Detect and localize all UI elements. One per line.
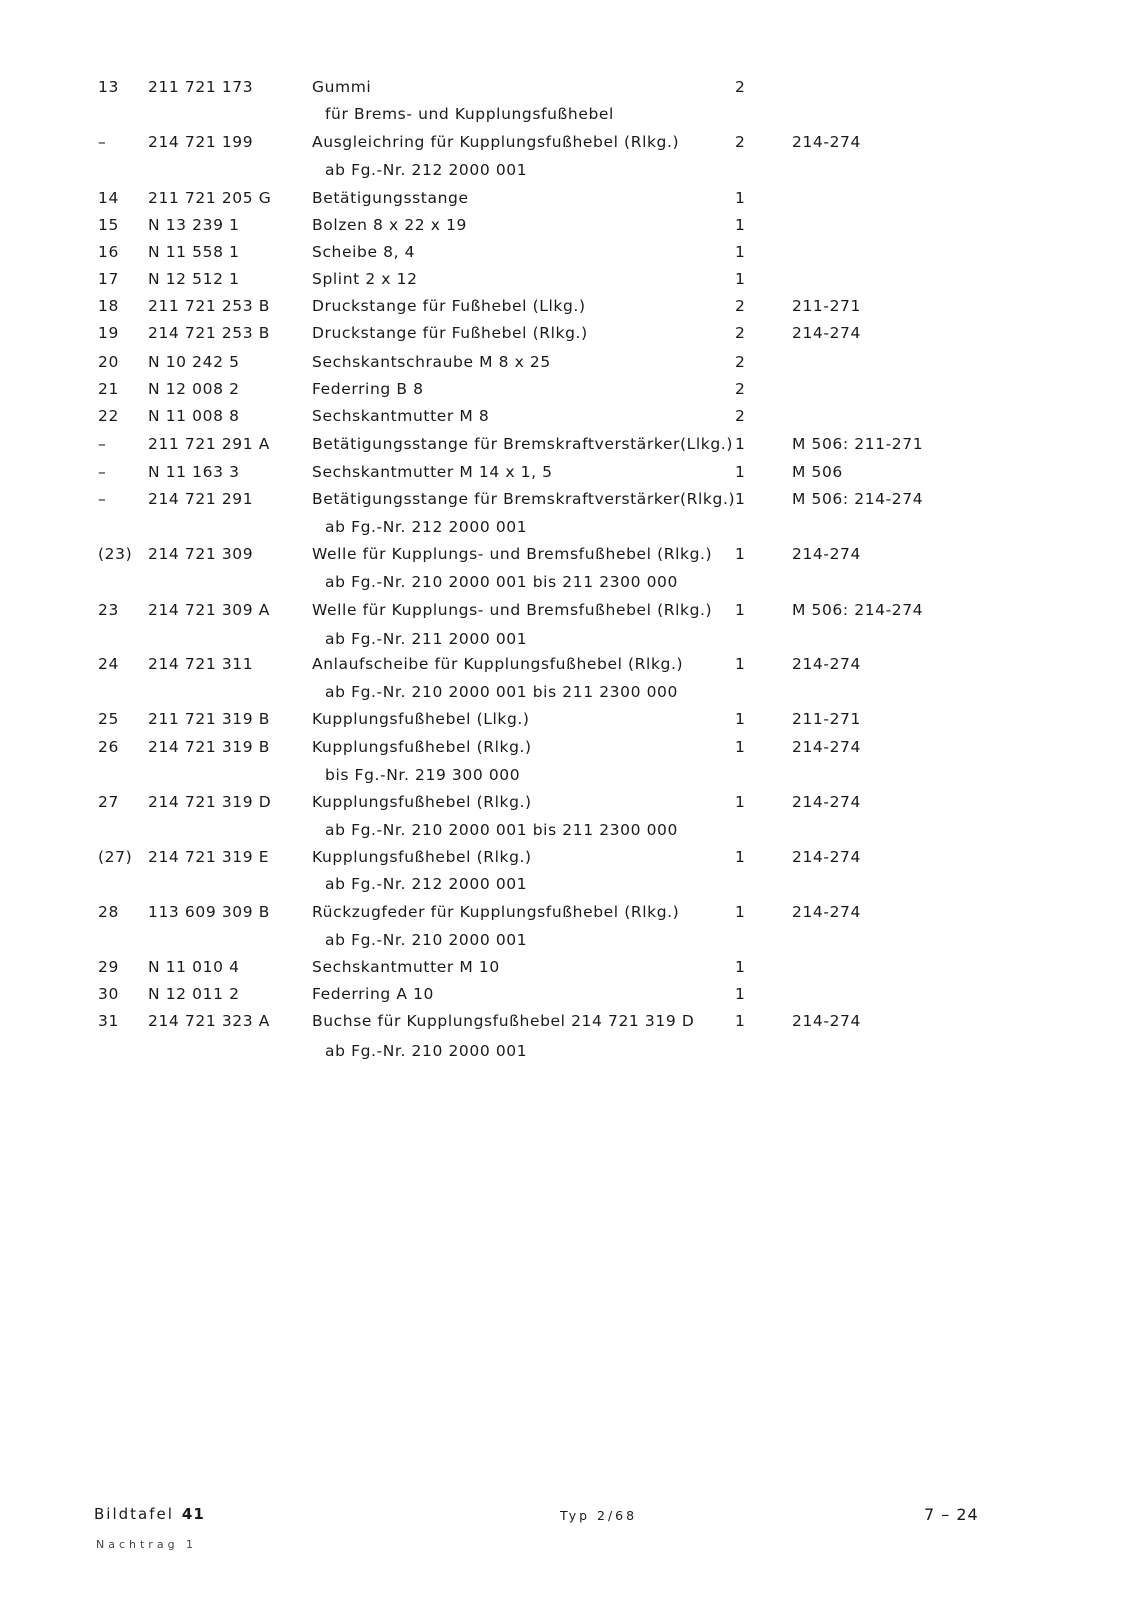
remark-cell: 214-274 [792,848,861,866]
part-number-cell: 214 721 309 A [148,601,270,619]
type-label: Typ 2/68 [560,1508,638,1523]
part-number-cell: 214 721 253 B [148,324,270,342]
description-subline: ab Fg.-Nr. 210 2000 001 bis 211 2300 000 [325,821,678,839]
quantity-cell: 2 [735,324,746,342]
description-cell: Welle für Kupplungs- und Bremsfußhebel (Rlkg.) [312,601,713,619]
remark-cell: 214-274 [792,793,861,811]
description-cell: Bolzen 8 x 22 x 19 [312,216,468,234]
table-row [0,432,1136,456]
part-number-cell: 211 721 253 B [148,297,270,315]
description-cell: Kupplungsfußhebel (Rlkg.) [312,738,532,756]
position-cell: 25 [98,710,119,728]
position-cell: 30 [98,985,119,1003]
description-subline: ab Fg.-Nr. 212 2000 001 [325,161,528,179]
table-row [0,598,1136,622]
quantity-cell: 1 [735,710,746,728]
quantity-cell: 1 [735,958,746,976]
remark-cell: 214-274 [792,133,861,151]
part-number-cell: N 12 008 2 [148,380,240,398]
description-subline: ab Fg.-Nr. 210 2000 001 [325,931,528,949]
position-cell: 14 [98,189,119,207]
remark-cell: 214-274 [792,545,861,563]
part-number-cell: 214 721 311 [148,655,254,673]
quantity-cell: 2 [735,353,746,371]
remark-cell: 211-271 [792,297,861,315]
description-cell: Federring B 8 [312,380,424,398]
table-row [0,845,1136,869]
position-cell: 31 [98,1012,119,1030]
quantity-cell: 1 [735,848,746,866]
description-subline: ab Fg.-Nr. 212 2000 001 [325,875,528,893]
part-number-cell: 211 721 173 [148,78,254,96]
part-number-cell: 214 721 319 E [148,848,270,866]
quantity-cell: 1 [735,1012,746,1030]
description-cell: Betätigungsstange [312,189,469,207]
table-row [0,955,1136,979]
description-cell: Druckstange für Fußhebel (Rlkg.) [312,324,588,342]
quantity-cell: 2 [735,297,746,315]
description-cell: Gummi [312,78,372,96]
description-cell: Federring A 10 [312,985,435,1003]
part-number-cell: 214 721 323 A [148,1012,270,1030]
table-row [0,790,1136,814]
table-row [0,321,1136,345]
description-cell: Buchse für Kupplungsfußhebel 214 721 319 D [312,1012,695,1030]
description-cell: Kupplungsfußhebel (Llkg.) [312,710,530,728]
table-row [0,377,1136,401]
remark-cell: 214-274 [792,738,861,756]
description-subline: ab Fg.-Nr. 210 2000 001 bis 211 2300 000 [325,573,678,591]
position-cell: (27) [98,848,133,866]
part-number-cell: 214 721 199 [148,133,254,151]
description-subline: ab Fg.-Nr. 212 2000 001 [325,518,528,536]
part-number-cell: N 13 239 1 [148,216,240,234]
description-cell: Betätigungsstange für Bremskraftverstärker(Llkg.) [312,435,733,453]
description-subline: für Brems- und Kupplungsfußhebel [325,105,614,123]
quantity-cell: 1 [735,216,746,234]
part-number-cell: 214 721 319 D [148,793,272,811]
part-number-cell: 211 721 291 A [148,435,270,453]
description-cell: Sechskantmutter M 10 [312,958,500,976]
table-row [0,75,1136,99]
table-row [0,404,1136,428]
page-number: 7 – 24 [924,1505,979,1524]
position-cell: 16 [98,243,119,261]
position-cell: 18 [98,297,119,315]
quantity-cell: 2 [735,380,746,398]
position-cell: – [98,133,107,151]
table-row [0,707,1136,731]
position-cell: 23 [98,601,119,619]
table-row [0,294,1136,318]
description-cell: Betätigungsstange für Bremskraftverstärker(Rlkg.) [312,490,736,508]
description-subline: bis Fg.-Nr. 219 300 000 [325,766,521,784]
remark-cell: M 506 [792,463,843,481]
remark-cell: M 506: 211-271 [792,435,924,453]
description-subline: ab Fg.-Nr. 210 2000 001 bis 211 2300 000 [325,683,678,701]
part-number-cell: 211 721 319 B [148,710,270,728]
table-row [0,350,1136,374]
position-cell: – [98,490,107,508]
quantity-cell: 1 [735,435,746,453]
position-cell: 24 [98,655,119,673]
description-cell: Sechskantmutter M 14 x 1, 5 [312,463,553,481]
table-row [0,1009,1136,1033]
table-row [0,240,1136,264]
quantity-cell: 1 [735,490,746,508]
description-cell: Ausgleichring für Kupplungsfußhebel (Rlkg.) [312,133,680,151]
position-cell: 15 [98,216,119,234]
part-number-cell: N 11 163 3 [148,463,240,481]
description-cell: Rückzugfeder für Kupplungsfußhebel (Rlkg.) [312,903,680,921]
quantity-cell: 1 [735,189,746,207]
description-subline: ab Fg.-Nr. 211 2000 001 [325,630,528,648]
position-cell: – [98,435,107,453]
remark-cell: 211-271 [792,710,861,728]
position-cell: 22 [98,407,119,425]
position-cell: – [98,463,107,481]
part-number-cell: N 10 242 5 [148,353,240,371]
supplement-note: Nachtrag 1 [96,1538,198,1551]
description-subline: ab Fg.-Nr. 210 2000 001 [325,1042,528,1060]
part-number-cell: 214 721 309 [148,545,254,563]
table-row [0,130,1136,154]
quantity-cell: 1 [735,738,746,756]
quantity-cell: 1 [735,545,746,563]
part-number-cell: N 12 512 1 [148,270,240,288]
table-row [0,460,1136,484]
position-cell: (23) [98,545,133,563]
description-cell: Kupplungsfußhebel (Rlkg.) [312,848,532,866]
plate-label [94,1505,205,1523]
plate-label-text: Bildtafel [94,1505,174,1523]
position-cell: 27 [98,793,119,811]
part-number-cell: N 11 008 8 [148,407,240,425]
position-cell: 21 [98,380,119,398]
table-row [0,542,1136,566]
quantity-cell: 1 [735,655,746,673]
position-cell: 13 [98,78,119,96]
part-number-cell: 214 721 319 B [148,738,270,756]
quantity-cell: 2 [735,78,746,96]
quantity-cell: 1 [735,985,746,1003]
position-cell: 29 [98,958,119,976]
table-row [0,652,1136,676]
description-cell: Sechskantmutter M 8 [312,407,490,425]
description-cell: Anlaufscheibe für Kupplungsfußhebel (Rlkg.) [312,655,684,673]
remark-cell: M 506: 214-274 [792,601,924,619]
quantity-cell: 1 [735,903,746,921]
table-row [0,487,1136,511]
part-number-cell: 211 721 205 G [148,189,272,207]
quantity-cell: 2 [735,407,746,425]
quantity-cell: 1 [735,463,746,481]
part-number-cell: 214 721 291 [148,490,254,508]
position-cell: 19 [98,324,119,342]
quantity-cell: 2 [735,133,746,151]
part-number-cell: N 11 010 4 [148,958,240,976]
table-row [0,186,1136,210]
part-number-cell: N 12 011 2 [148,985,240,1003]
description-cell: Sechskantschraube M 8 x 25 [312,353,551,371]
position-cell: 28 [98,903,119,921]
remark-cell: 214-274 [792,324,861,342]
position-cell: 17 [98,270,119,288]
quantity-cell: 1 [735,243,746,261]
quantity-cell: 1 [735,270,746,288]
position-cell: 26 [98,738,119,756]
remark-cell: 214-274 [792,903,861,921]
table-row [0,267,1136,291]
table-row [0,982,1136,1006]
part-number-cell: N 11 558 1 [148,243,240,261]
description-cell: Splint 2 x 12 [312,270,418,288]
remark-cell: 214-274 [792,655,861,673]
remark-cell: M 506: 214-274 [792,490,924,508]
table-row [0,213,1136,237]
quantity-cell: 1 [735,793,746,811]
table-row [0,735,1136,759]
part-number-cell: 113 609 309 B [148,903,270,921]
description-cell: Welle für Kupplungs- und Bremsfußhebel (Rlkg.) [312,545,713,563]
table-row [0,900,1136,924]
description-cell: Scheibe 8, 4 [312,243,416,261]
description-cell: Druckstange für Fußhebel (Llkg.) [312,297,586,315]
quantity-cell: 1 [735,601,746,619]
plate-number: 41 [181,1505,205,1523]
position-cell: 20 [98,353,119,371]
remark-cell: 214-274 [792,1012,861,1030]
description-cell: Kupplungsfußhebel (Rlkg.) [312,793,532,811]
